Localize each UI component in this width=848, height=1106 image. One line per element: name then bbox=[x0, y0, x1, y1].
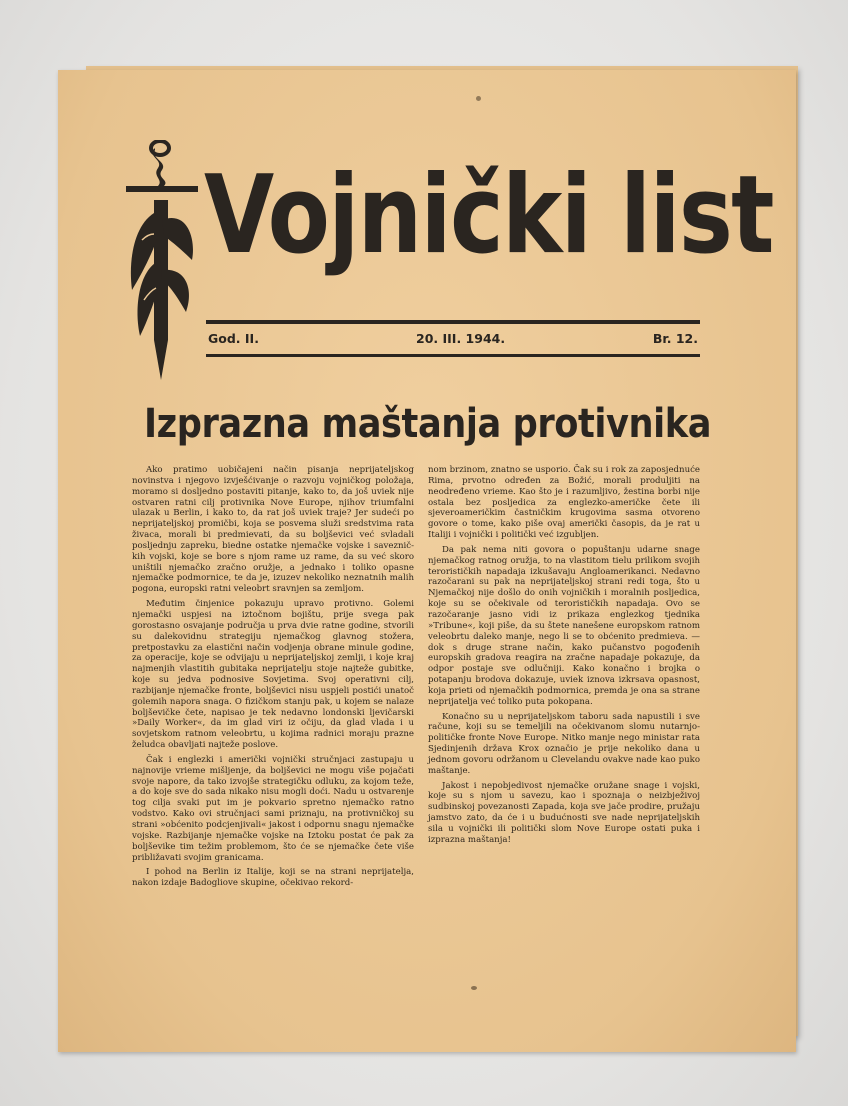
article-paragraph: Čak i englezki i američki vojnički stručnjaci zastupaju u najnovije vrieme mišljenje, da boljševici ne mogu više pojačati svoje napore, da tako izvojše strategičku odluku, za kojom teže, a do koje sve do sada nikako nisu mogli doći. Nadu u ostvarenje tog cilja svaki put im je pokvario spretno njemačko ratno vodstvo. Kako ovi stručnjaci sami priznaju, na protivničkoj su strani »obćenito podcjenjivali« jakost i odpornu snagu njemačke vojske. Razbijanje njemačke vojske na Iztoku postat će pak za boljševike tim težim problemom, što će se njemačke čete više približavati svojim granicama. bbox=[132, 754, 414, 863]
dateline bbox=[206, 328, 700, 350]
masthead-rule-top bbox=[206, 320, 700, 324]
dagger-emblem-icon bbox=[124, 140, 200, 382]
issue-date: 20. III. 1944. bbox=[416, 331, 506, 346]
article-paragraph: Konačno su u neprijateljskom taboru sada napustili i sve račune, koji su se temeljili na očekivanom slomu nutarnjo-političke fronte Nove Europe. Nitko manje nego ministar rata Sjedinjenih država Krox označio je prije nekoliko dana u jednom govoru održanom u Clevelandu ovakve nade kao puko maštanje. bbox=[428, 711, 700, 776]
article-paragraph: Ako pratimo uobičajeni način pisanja neprijateljskog novinstva i njegovo izvješćivanje o razvoju vojničkog položaja, moramo si dosljedno postaviti pitanje, kako to, da još uviek nije ostvaren ratni cilj protivnika Nove Europe, njihov triumfalni ulazak u Berlin, i kako to, da rat još uviek traje? Jer sudeći po neprijateljskoj promičbi, koja se posvema služi sredstvima rata živaca, morali bi predmievati, da su boljševici već svladali posljednju zapreku, biedne ostatke njemačke vojske i savezničkih vojski, koje se bore s njom rame uz rame, da su već skoro uništili njemačko zračno oružje, a jednako i toliko opasne njemačke podmornice, te da je, izuzev nekoliko neznatnih malih pogona, europski ratni veleobrt sravnjen sa zemljom. bbox=[132, 465, 414, 595]
masthead-title: Vojnički list bbox=[204, 153, 773, 278]
article-paragraph: Jakost i nepobjedivost njemačke oružane snage i vojski, koje su s njom u savezu, kao i spoznaja o neizbježivoj sudbinskoj povezanosti Zapada, koja sve jače prodire, pružaju jamstvo zato, da će i u budućnosti sve nade neprijateljskih sila u vojnički ili politički slom Nove Europe ostati puka i izprazna maštanja! bbox=[428, 780, 700, 845]
article-paragraph: nom brzinom, znatno se usporio. Čak su i rok za zaposjednuće Rima, prvotno određen za Božić, morali produljiti na neodređeno vrieme. Kao što je i razumljivo, žestina borbi nije ostala bez posljedica za englezko-američke čete ili sjeveroameričkim častničkim krugovima sasma otvoreno govore o tome, kako piše ovaj američki časopis, da je rat u Italiji i vojnički i politički već izgubljen. bbox=[428, 465, 700, 541]
article-column-right bbox=[428, 465, 700, 850]
article-paragraph: I pohod na Berlin iz Italije, koji se na strani neprijatelja, nakon izdaje Badogliove skupine, očekivao rekord- bbox=[132, 867, 414, 889]
issue-year: God. II. bbox=[208, 331, 259, 346]
article-paragraph: Da pak nema niti govora o popuštanju udarne snage njemačkog ratnog oružja, to na vlastitom tielu prilikom svojih terorističkih napadaja izkušavaju Angloamerikanci. Nedavno razočarani su pak na neprijateljskoj strani redi toga, što u Njemačkoj nije došlo do onih vojničkih i moralnih posljedica, koje su se očekivale od terorističkih napadaja. Ovo se razočaranje jasno vidi iz prikaza englezkog tjednika »Tribune«, koji piše, da su štete nanešene europskom ratnom veleobrtu daleko manje, nego li se to obćenito predmieva. — dok s druge strane način, kako pučanstvo pogođenih europskih gradova reagira na zračne napadaje pokazuje, da odpor postaje sve odlučniji. Kako konačno i brojka o potapanju brodova dokazuje, uviek iznova izkrsava opasnost, koja prieti od njemačkih podmornica, premda je ona sa strane neprijatelja već toliko puta pokopana. bbox=[428, 544, 700, 707]
article-headline: Izprazna maštanja protivnika bbox=[144, 401, 712, 447]
masthead-rule-bottom bbox=[206, 354, 700, 357]
article-column-left bbox=[132, 465, 414, 893]
article-paragraph: Međutim činjenice pokazuju upravo protivno. Golemi njemački uspjesi na iztočnom bojištu, prije svega pak gorostasno osvajanje područja u prva dvie ratne godine, stvorili su dalekovidnu strategiju njemačkog glavnog stožera, pretpostavku za elastični način vodjenja obrane minule godine, za operacije, koje se odvijaju u neprijateljskoj zemlji, i koje kraj najmenjih vlastitih gubitaka neprijatelju stoje najteže gubitke, koje su jedva podnosive Sovjetima. Svoj operativni cilj, razbijanje njemačke fronte, boljševici nisu uspjeli postići unatoč golemih napora snaga. O fizičkom stanju pak, u kojem se nalaze boljševičke čete, napisao je tek nedavno londonski ljevičarski »Daily Worker«, da im glad viri iz očiju, da glad vlada i u sovjetskom ratnom veleobrtu, u kojima radnici moraju prazne želudca obavljati najteže poslove. bbox=[132, 599, 414, 751]
paper-smudge bbox=[476, 96, 481, 101]
newspaper-page bbox=[58, 70, 796, 1052]
paper-smudge bbox=[471, 986, 477, 990]
issue-number: Br. 12. bbox=[652, 331, 698, 346]
